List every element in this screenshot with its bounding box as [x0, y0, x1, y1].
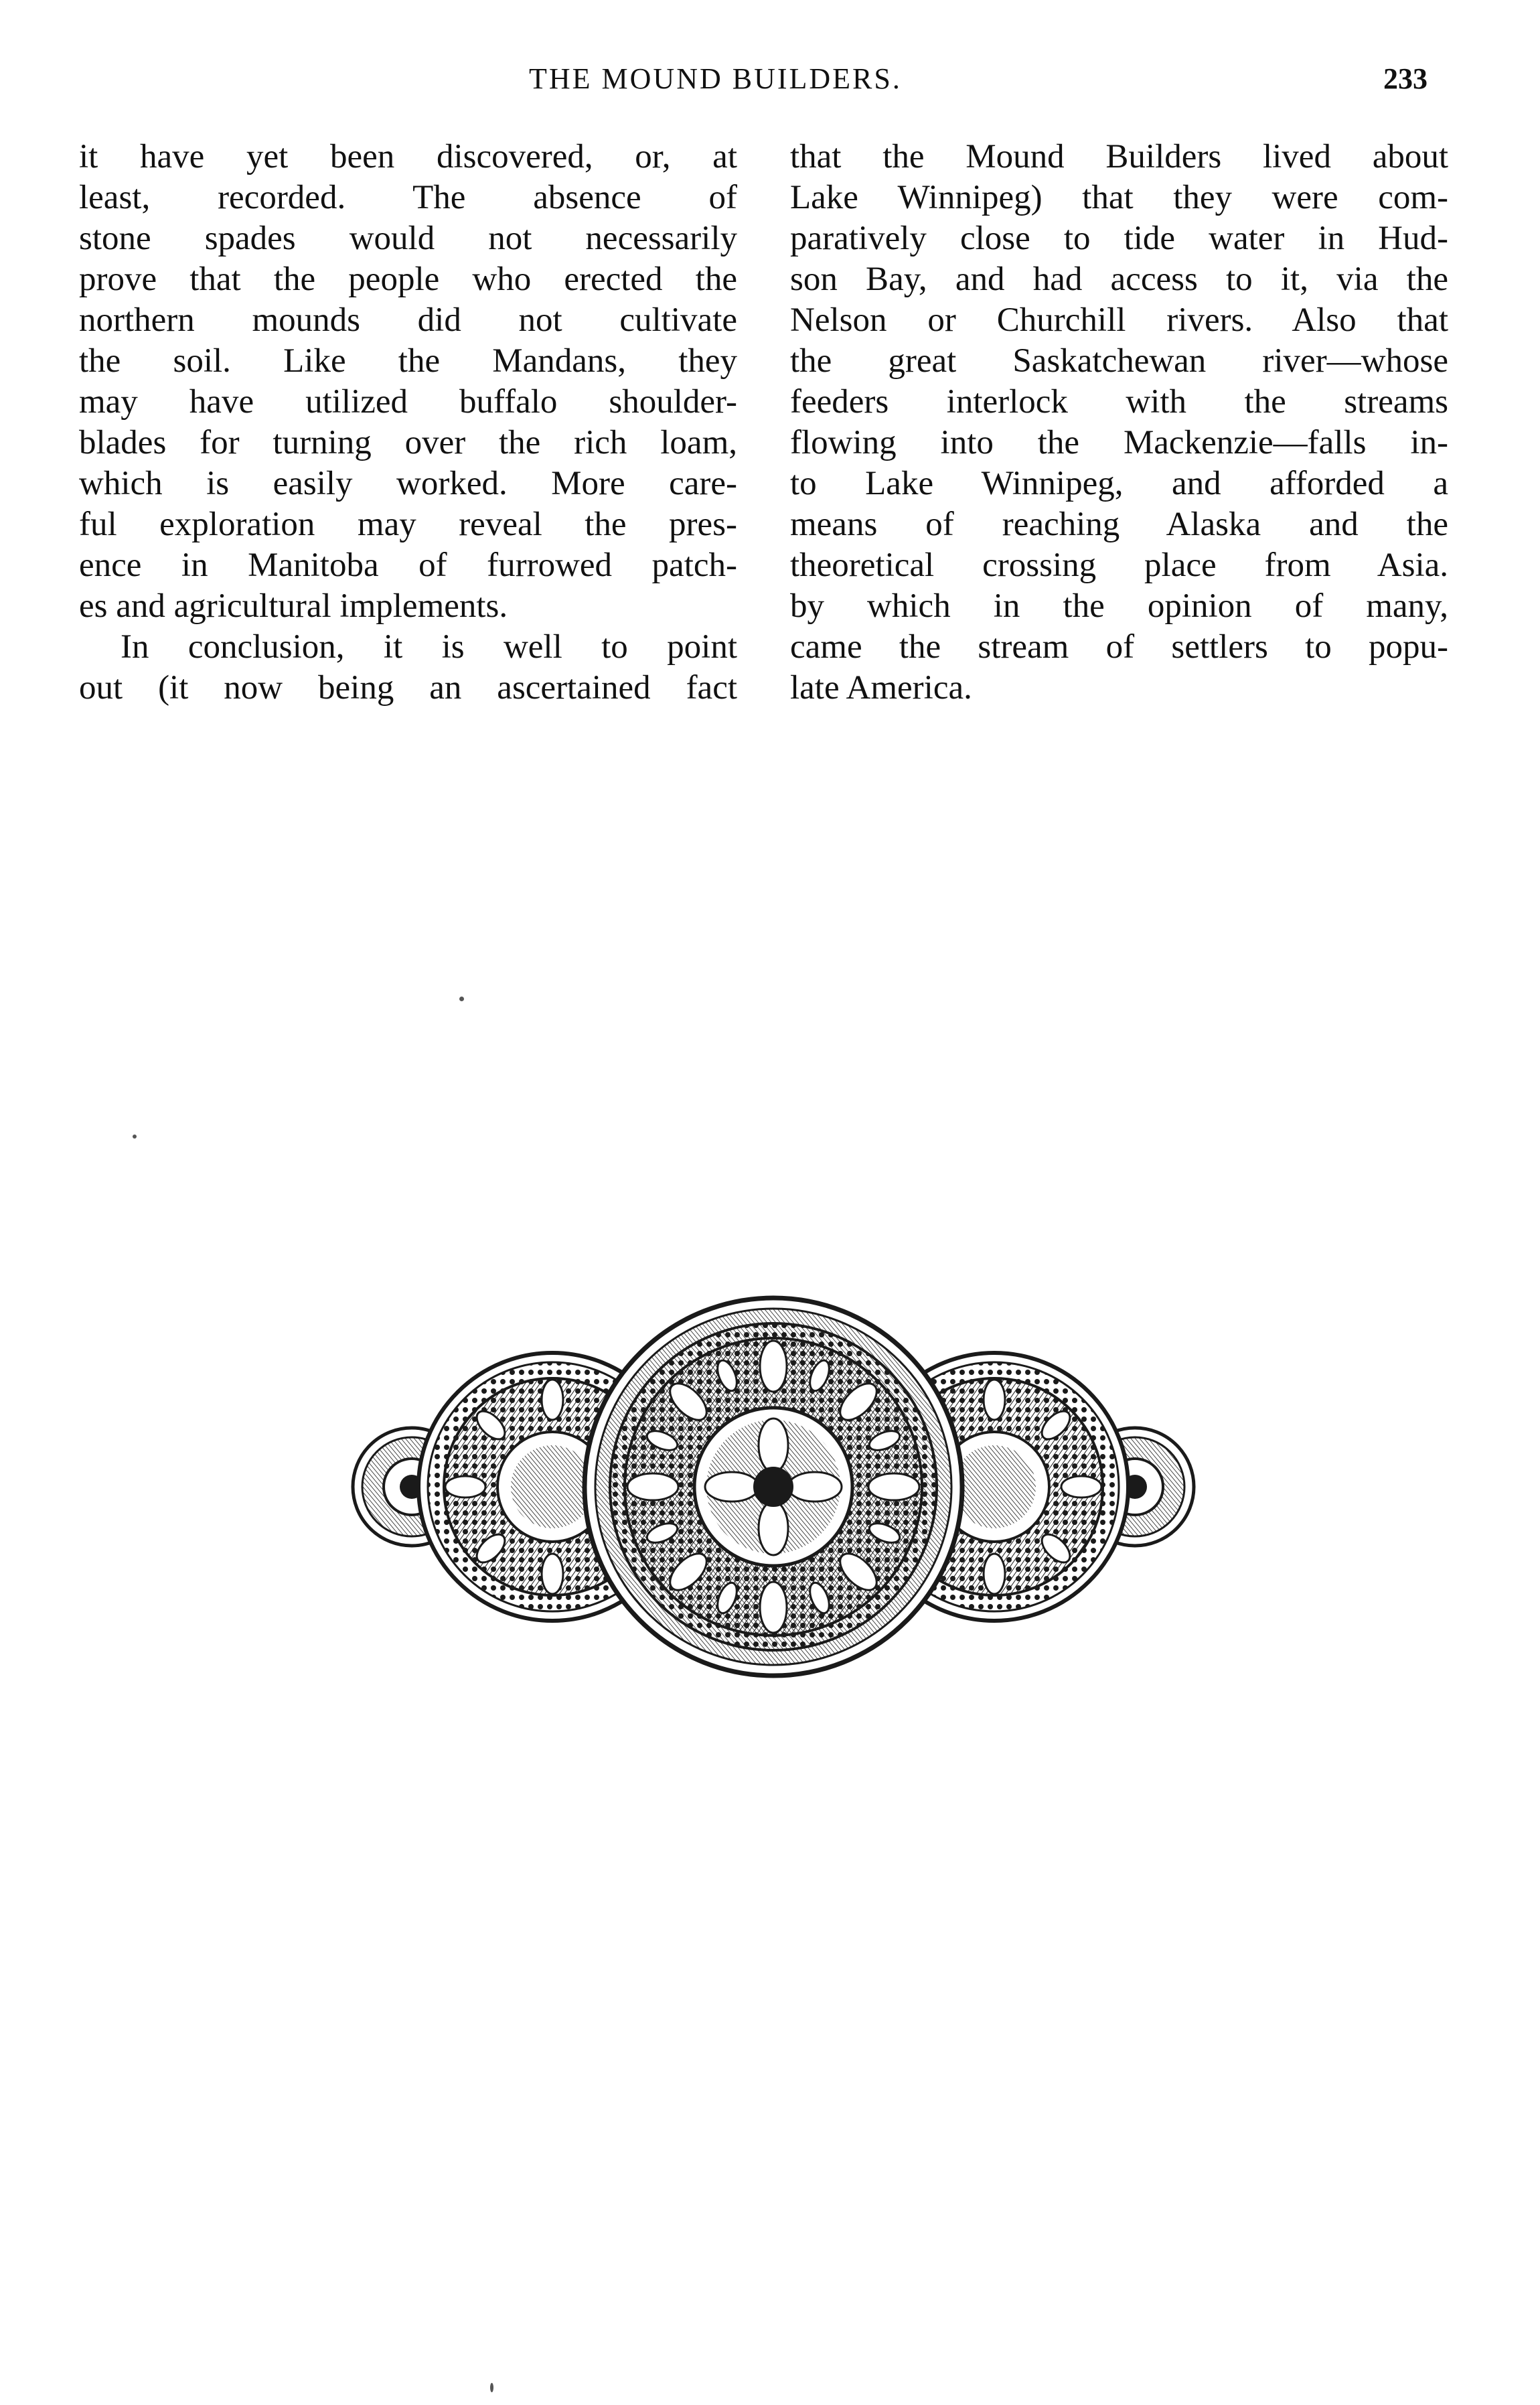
text-line: by which in the opinion of many,	[790, 587, 1448, 625]
text-line: stone spades would not necessarily	[79, 220, 737, 257]
text-line: Lake Winnipeg) that they were com-	[790, 179, 1448, 216]
left-column	[79, 137, 737, 709]
text-line: came the stream of settlers to popu-	[790, 628, 1448, 666]
text-line: late America.	[790, 669, 972, 707]
text-line: feeders interlock with the streams	[790, 383, 1448, 421]
text-line: Nelson or Churchill rivers. Also that	[790, 301, 1448, 339]
text-line: means of reaching Alaska and the	[790, 506, 1448, 543]
text-line: out (it now being an ascertained fact	[79, 669, 737, 707]
text-line: northern mounds did not cultivate	[79, 301, 737, 339]
brooch-illustration	[348, 1293, 1199, 1681]
running-head	[0, 62, 1540, 102]
running-title: THE MOUND BUILDERS.	[529, 62, 902, 95]
text-line: may have utilized buffalo shoulder-	[79, 383, 737, 421]
text-line: theoretical crossing place from Asia.	[790, 546, 1448, 584]
text-line: son Bay, and had access to it, via the	[790, 261, 1448, 298]
print-speck	[133, 1135, 137, 1139]
text-line: ful exploration may reveal the pres-	[79, 506, 737, 543]
text-line: blades for turning over the rich loam,	[79, 424, 737, 461]
text-line: prove that the people who erected the	[79, 261, 737, 298]
brooch-center-disc	[585, 1298, 962, 1676]
text-line: which is easily worked. More care-	[79, 465, 737, 502]
text-line: the great Saskatchewan river—whose	[790, 342, 1448, 380]
right-column	[790, 137, 1448, 709]
text-line: least, recorded. The absence of	[79, 179, 737, 216]
text-line: flowing into the Mackenzie—falls in-	[790, 424, 1448, 461]
text-line: that the Mound Builders lived about	[790, 138, 1448, 175]
page-number: 233	[1383, 62, 1428, 95]
print-speck	[490, 2383, 493, 2392]
text-line: In conclusion, it is well to point	[121, 628, 737, 666]
text-line: paratively close to tide water in Hud-	[790, 220, 1448, 257]
print-speck	[459, 997, 464, 1001]
text-line: ence in Manitoba of furrowed patch-	[79, 546, 737, 584]
text-line: the soil. Like the Mandans, they	[79, 342, 737, 380]
text-line: es and agricultural implements.	[79, 587, 508, 625]
text-line: to Lake Winnipeg, and afforded a	[790, 465, 1448, 502]
text-line: it have yet been discovered, or, at	[79, 138, 737, 175]
